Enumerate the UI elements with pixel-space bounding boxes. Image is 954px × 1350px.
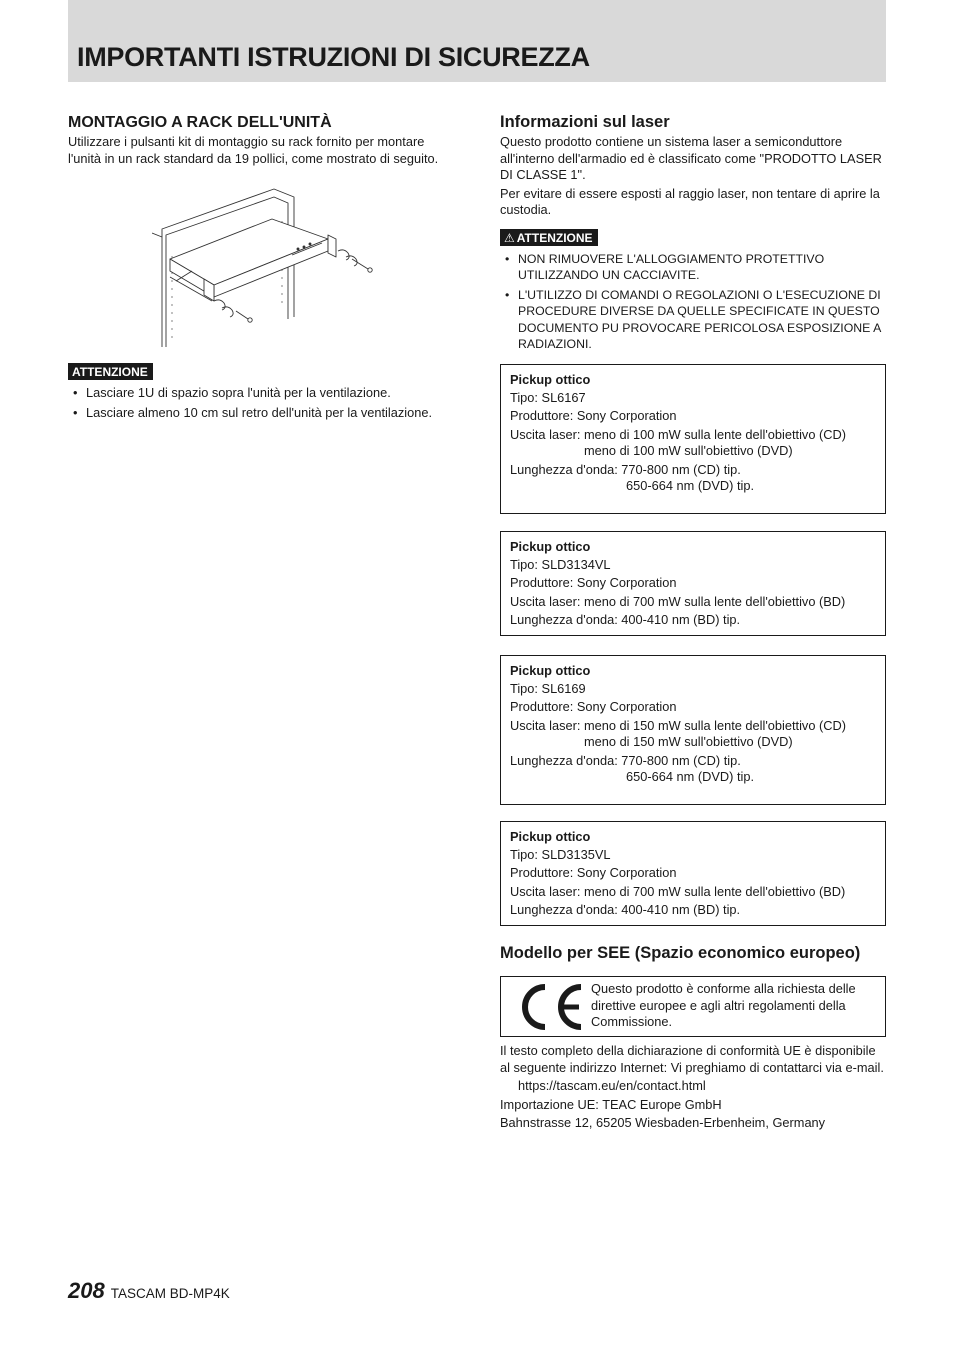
pickup-box-2: [500, 531, 886, 636]
pickup-wavelength-cont: 650-664 nm (DVD) tip.: [626, 769, 755, 785]
ce-mark-icon: [517, 983, 583, 1031]
attention-block: [68, 363, 453, 422]
pickup-maker: Produttore: Sony Corporation: [510, 865, 677, 881]
product-name: TASCAM BD-MP4K: [110, 1286, 230, 1301]
pickup-wavelength: Lunghezza d'onda: 770-800 nm (CD) tip.: [510, 461, 741, 477]
pickup-title: Pickup ottico: [510, 663, 591, 679]
pickup-box-3: [500, 655, 886, 805]
pickup-title: Pickup ottico: [510, 372, 591, 388]
pickup-type: Tipo: SL6169: [510, 680, 586, 696]
pickup-output-cont: meno di 150 mW sull'obiettivo (DVD): [584, 734, 793, 750]
laser-section-title: Informazioni sul laser: [500, 113, 670, 131]
pickup-wavelength-cont: 650-664 nm (DVD) tip.: [626, 478, 755, 494]
pickup-wavelength: Lunghezza d'onda: 400-410 nm (BD) tip.: [510, 902, 741, 918]
pickup-output-cont: meno di 100 mW sull'obiettivo (DVD): [584, 443, 793, 459]
pickup-output: Uscita laser: meno di 700 mW sulla lente dell'obiettivo (BD): [510, 593, 846, 609]
rack-section-text: Utilizzare i pulsanti kit di montaggio su rack fornito per montare l'unità in un rack standard da 19 pollici, come mostrato di seguito.: [68, 134, 439, 166]
pickup-maker: Produttore: Sony Corporation: [510, 575, 677, 591]
pickup-maker: Produttore: Sony Corporation: [510, 699, 677, 715]
pickup-maker: Produttore: Sony Corporation: [510, 408, 677, 424]
pickup-type: Tipo: SL6167: [510, 389, 586, 405]
pickup-wavelength: Lunghezza d'onda: 770-800 nm (CD) tip.: [510, 752, 741, 768]
attention-list: [68, 385, 453, 422]
list-item: • Lasciare almeno 10 cm sul retro dell'unità per la ventilazione.: [68, 405, 453, 421]
attention-badge: ATTENZIONE: [68, 363, 153, 380]
caution-label: ATTENZIONE: [516, 230, 593, 245]
caution-block: [500, 229, 886, 353]
pickup-box-4: [500, 821, 886, 926]
caution-badge: [500, 229, 598, 246]
header-band: [68, 0, 886, 82]
page-footer: [68, 1278, 230, 1304]
page-number: 208: [68, 1278, 105, 1303]
pickup-box-1: [500, 364, 886, 514]
pickup-type: Tipo: SLD3134VL: [510, 556, 611, 572]
left-column: [68, 112, 453, 426]
laser-text-1: Questo prodotto contiene un sistema laser a semiconduttore all'interno dell'armadio ed è classificato come "PRODOTTO LASER DI CLASSE 1".: [500, 134, 882, 182]
warning-triangle-icon: ⚠: [504, 230, 515, 245]
pickup-type: Tipo: SLD3135VL: [510, 846, 611, 862]
see-section-title: Modello per SEE (Spazio economico europeo): [500, 944, 861, 963]
declaration-text: Il testo completo della dichiarazione di conformità UE è disponibile al seguente indirizzo Internet: Vi preghiamo di contattarci via e-mail.: [500, 1043, 884, 1075]
ce-box: [500, 976, 886, 1037]
rack-mount-illustration: [152, 181, 384, 347]
ce-text: Questo prodotto è conforme alla richiesta delle direttive europee e agli altri regolamenti della Commissione.: [591, 981, 856, 1029]
import-line: Importazione UE: TEAC Europe GmbH: [500, 1096, 722, 1112]
caution-list: [500, 251, 886, 353]
list-item: • Lasciare 1U di spazio sopra l'unità per la ventilazione.: [68, 385, 453, 401]
pickup-title: Pickup ottico: [510, 539, 591, 555]
laser-text-2: Per evitare di essere esposti al raggio laser, non tentare di aprire la custodia.: [500, 185, 880, 217]
declaration-url: https://tascam.eu/en/contact.html: [518, 1078, 706, 1094]
rack-section-title: MONTAGGIO A RACK DELL'UNITÀ: [68, 114, 332, 131]
right-column: [500, 112, 886, 1132]
list-item: • L'UTILIZZO DI COMANDI O REGOLAZIONI O L'ESECUZIONE DI PROCEDURE DIVERSE DA QUELLE SPECIFICATE IN QUESTO DOCUMENTO PU PROVOCARE PERICOLOSA ESPOSIZIONE A RADIAZIONI.: [500, 287, 886, 352]
pickup-wavelength: Lunghezza d'onda: 400-410 nm (BD) tip.: [510, 612, 741, 628]
pickup-output: Uscita laser: meno di 700 mW sulla lente dell'obiettivo (BD): [510, 883, 846, 899]
pickup-output: Uscita laser: meno di 150 mW sulla lente dell'obiettivo (CD): [510, 717, 847, 733]
pickup-output: Uscita laser: meno di 100 mW sulla lente dell'obiettivo (CD): [510, 426, 847, 442]
pickup-title: Pickup ottico: [510, 829, 591, 845]
address-line: Bahnstrasse 12, 65205 Wiesbaden-Erbenheim, Germany: [500, 1115, 826, 1131]
page-title: IMPORTANTI ISTRUZIONI DI SICUREZZA: [77, 42, 590, 72]
list-item: • NON RIMUOVERE L'ALLOGGIAMENTO PROTETTIVO UTILIZZANDO UN CACCIAVITE.: [500, 251, 886, 284]
